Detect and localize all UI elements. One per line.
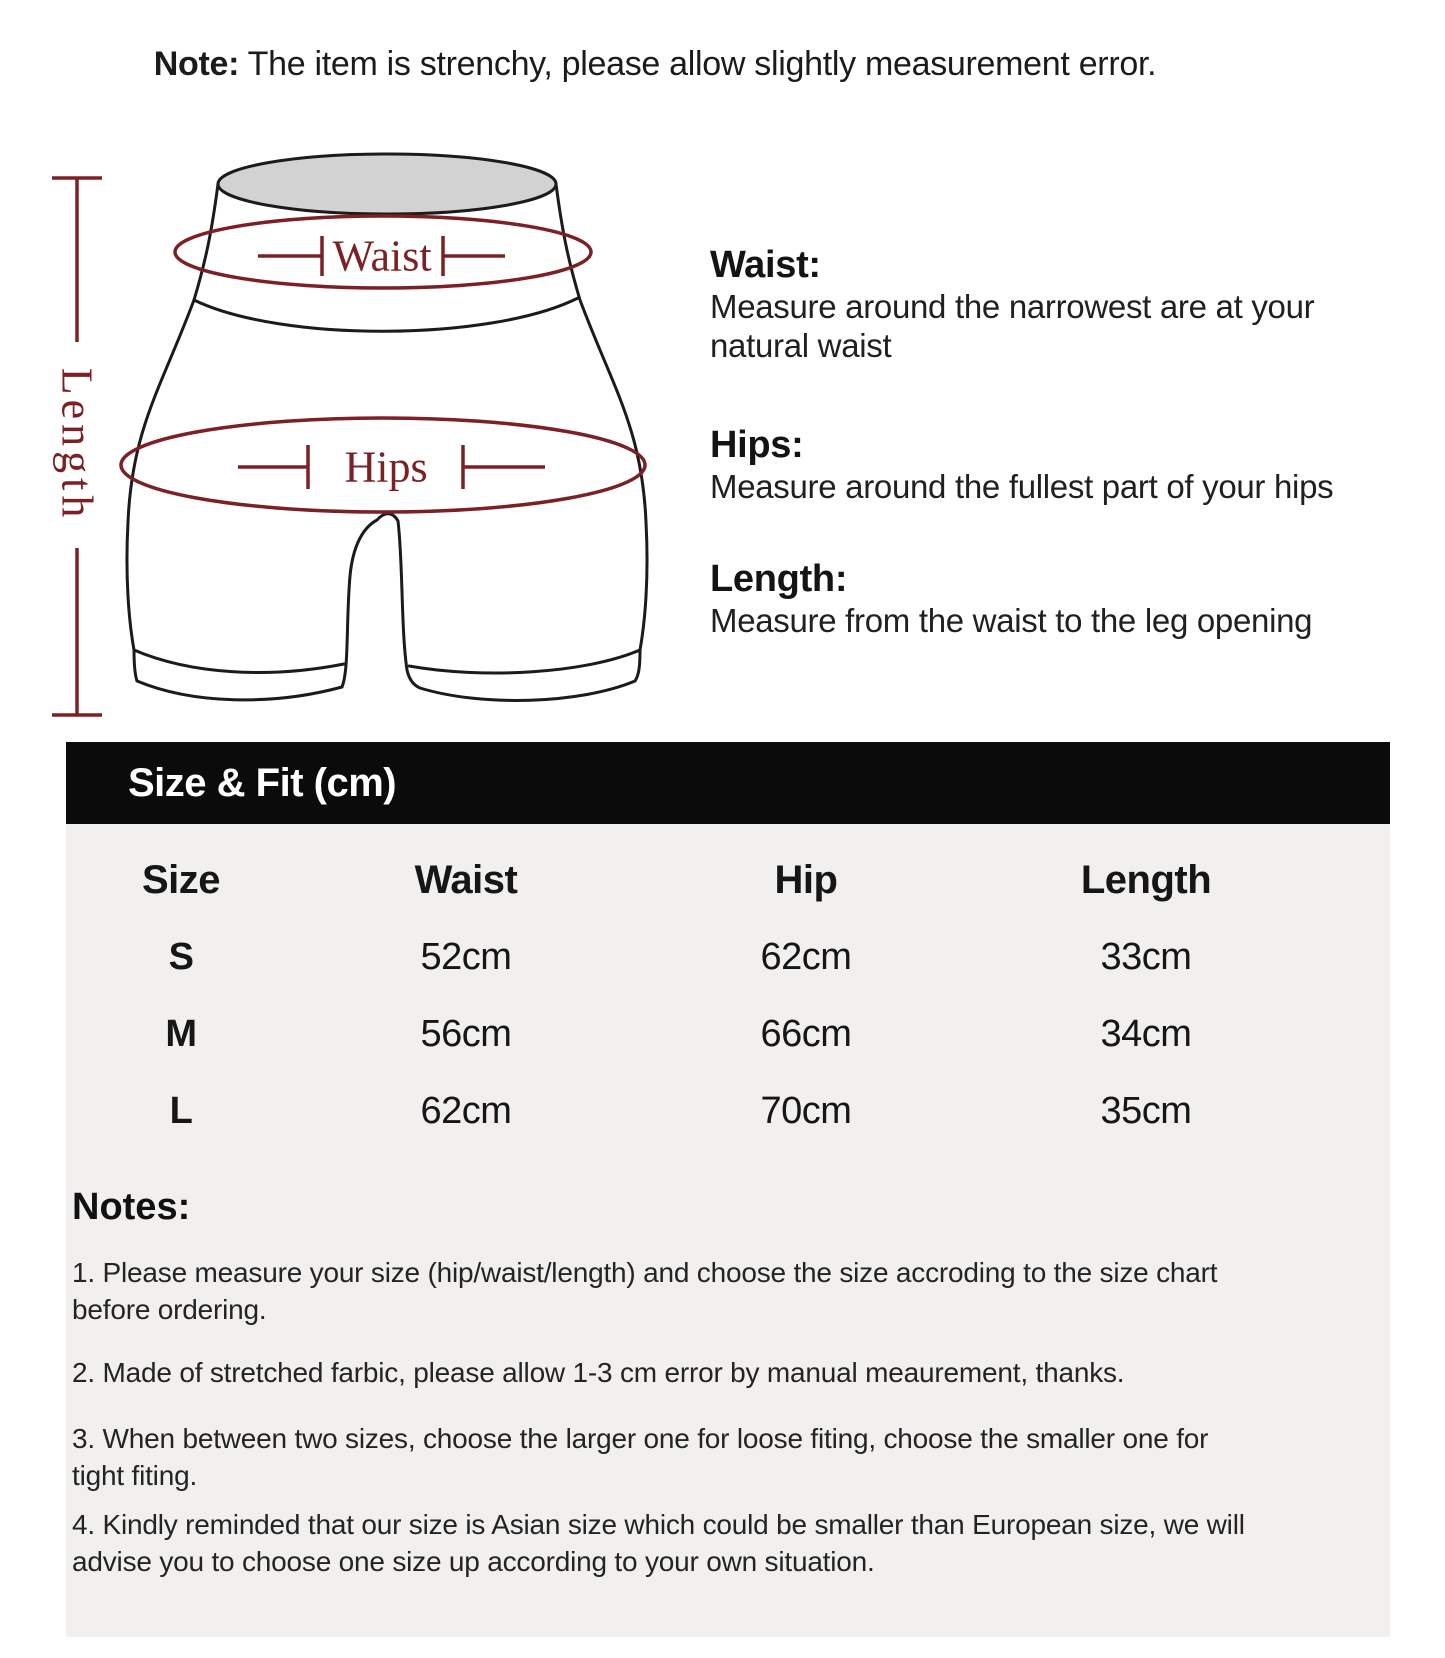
size-fit-header-bar [66,742,1390,824]
size-table-row-s-waist: 52cm [420,936,512,978]
note-4-line2: advise you to choose one size up according to your own situation. [72,1546,875,1577]
size-table-col-size: Size [141,858,221,902]
size-table-row-m-length: 34cm [1100,1013,1192,1055]
size-table-row-l-length: 35cm [1100,1090,1192,1132]
size-table-row-s-length: 33cm [1100,936,1192,978]
shorts-measurement-diagram [20,130,680,730]
size-table-row-m-waist: 56cm [420,1013,512,1055]
length-dim-label: Length [52,367,102,523]
hips-guide [710,423,1430,506]
size-fit-title: Size & Fit (cm) [128,760,397,805]
size-table-row-l-hip: 70cm [760,1090,852,1132]
note-label: Note: [153,45,240,83]
size-table [66,842,1316,1150]
hips-guide-text: Measure around the fullest part of your hips [710,468,1334,505]
length-guide-title: Length: [710,558,848,600]
size-table-row-m-hip: 66cm [760,1013,852,1055]
size-table-col-hip: Hip [774,858,838,902]
size-fit-panel [66,742,1390,1637]
note-2-line1: 2. Made of stretched farbic, please allow 1-3 cm error by manual meaurement, thanks. [72,1357,1125,1388]
notes-title: Notes: [72,1186,191,1228]
waist-guide [710,243,1430,365]
waist-opening-ellipse [218,154,556,214]
waist-guide-title: Waist: [710,244,821,286]
length-guide [710,557,1430,640]
waist-guide-text-line2: natural waist [710,327,892,364]
size-table-col-length: Length [1080,858,1212,902]
note-3-line2: tight fiting. [72,1460,198,1491]
length-guide-text: Measure from the waist to the leg opening [710,602,1313,639]
size-table-row-l-size: L [169,1090,193,1132]
note-1 [72,1254,1376,1328]
note-text: The item is strenchy, please allow slightly measurement error. [247,45,1157,83]
size-table-row-l-waist: 62cm [420,1090,512,1132]
hips-guide-title: Hips: [710,424,804,466]
note-3 [72,1420,1376,1494]
waist-dim-label: Waist [332,231,432,281]
stretch-note [0,45,1310,84]
size-table-row-s-size: S [168,936,194,978]
size-table-col-waist: Waist [414,858,518,902]
note-1-line1: 1. Please measure your size (hip/waist/length) and choose the size accroding to the size chart [72,1257,1218,1288]
note-3-line1: 3. When between two sizes, choose the larger one for loose fiting, choose the smaller one for [72,1423,1209,1454]
note-2 [72,1354,1376,1391]
size-table-row-m-size: M [165,1013,197,1055]
note-4 [72,1506,1376,1580]
note-1-line2: before ordering. [72,1294,267,1325]
note-4-line1: 4. Kindly reminded that our size is Asian size which could be smaller than European size, we will [72,1509,1245,1540]
waist-guide-text-line1: Measure around the narrowest are at your [710,288,1315,325]
size-table-row-s-hip: 62cm [760,936,852,978]
hips-dim-label: Hips [344,442,428,492]
